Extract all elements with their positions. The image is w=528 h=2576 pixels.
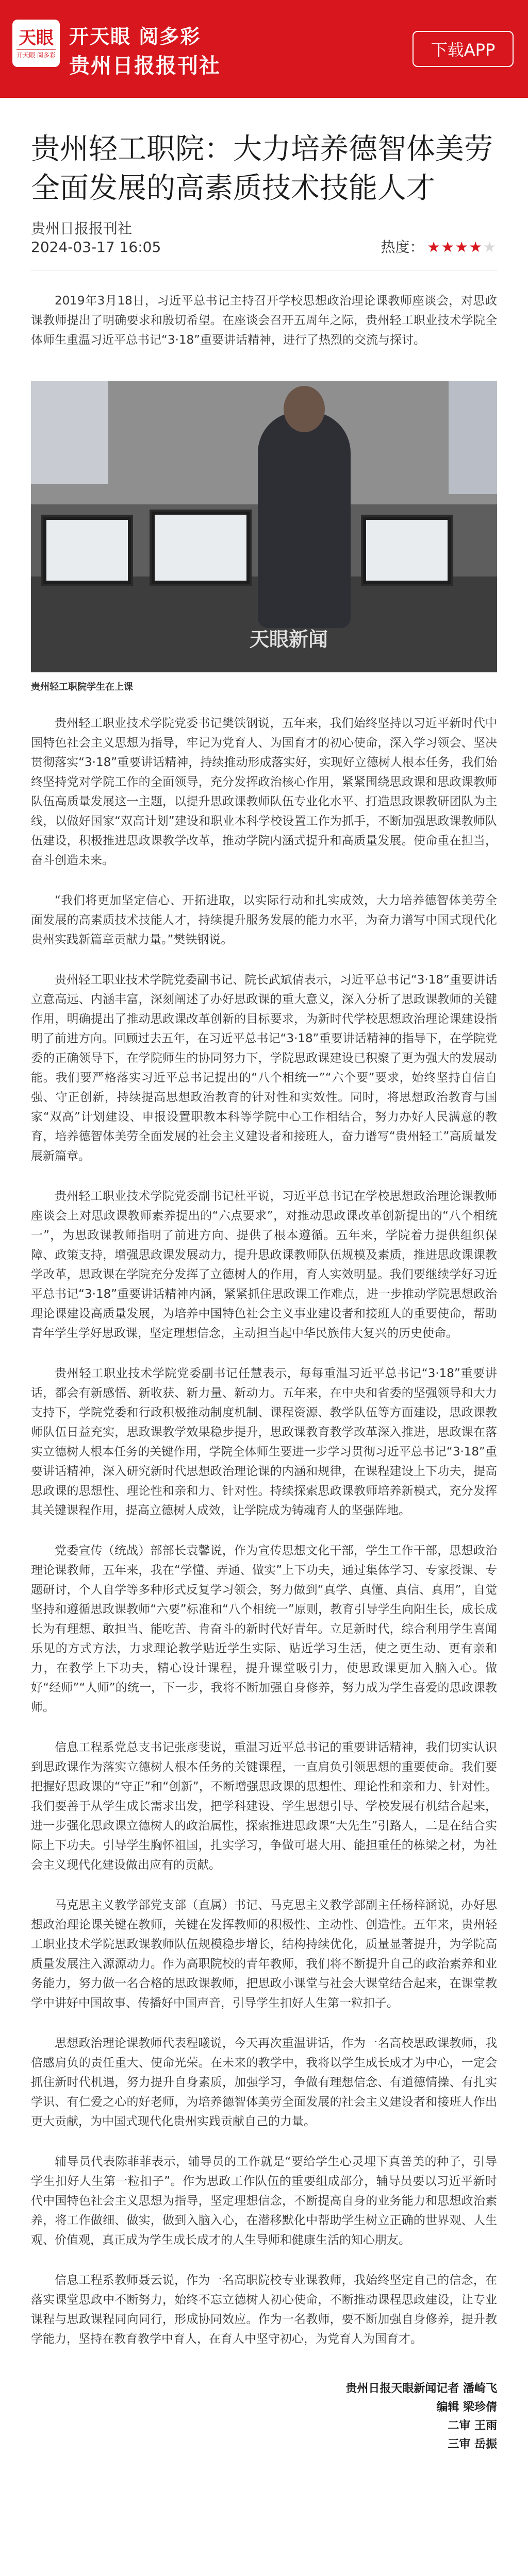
star-icon: ★ <box>441 239 455 256</box>
article-paragraph: 贵州轻工职业技术学院党委书记樊铁钢说，五年来，我们始终坚持以习近平新时代中国特色社会主义思想为指导，牢记为党育人、为国育才的初心使命，深入学习领会、坚决贯彻落实“3·18”重要讲话精神，持续推动形成落实好，实现好立德树人根本任务，我们始终坚持党对学院工作的全面领导，充分发挥政治核心作用，紧紧围绕思政课和思政课教师队伍高质量发展这一主题，以提升思政课教师队伍专业化水平、打造思政课教研团队为主线，以做好国家“双高计划”建设和职业本科学校设置工作为抓手，不断加强思政课教师队伍建设，积极推进思政课教学改革，推动学院内涵式提升和高质量发展。使命重在担当，奋斗创造未来。 <box>31 717 497 867</box>
article-meta <box>31 219 497 257</box>
hot-rating <box>381 238 497 257</box>
article-source: 贵州日报报刊社 <box>31 220 133 237</box>
article-body <box>31 714 497 2349</box>
hot-label: 热度： <box>381 239 424 256</box>
credit-line: 三审 岳振 <box>448 2438 497 2451</box>
star-icon: ★ <box>455 239 469 256</box>
article-paragraph: 辅导员代表陈菲菲表示，辅导员的工作就是“要给学生心灵埋下真善美的种子，引导学生扣好人生第一粒扣子”。作为思政工作队伍的重要组成部分，辅导员要以习近平新时代中国特色社会主义思想为指导，坚定理想信念，不断提高自身的业务能力和思想政治素养，将工作做细、做实，做到入脑入心，在潜移默化中帮助学生树立正确的世界观、人生观、价值观，真正成为学生成长成才的人生导师和健康生活的知心朋友。 <box>31 2155 497 2247</box>
teacher-figure <box>258 412 351 628</box>
monitor <box>41 515 133 586</box>
app-header <box>0 0 528 98</box>
star-icon: ★ <box>469 239 483 256</box>
logo-main-text: 天眼 <box>19 27 54 48</box>
download-app-button[interactable]: 下载APP <box>412 31 514 67</box>
app-name: 贵州日报报刊社 <box>69 54 221 78</box>
logo-sub-text: 开天眼 阅多彩 <box>16 49 56 59</box>
photo-watermark: 天眼新闻 <box>250 628 328 651</box>
slogan: 开天眼 阅多彩 <box>69 25 201 48</box>
app-logo <box>12 20 60 67</box>
rating-stars <box>427 238 497 257</box>
article-datetime: 2024-03-17 16:05 <box>31 239 161 256</box>
article-paragraph: 信息工程系教师聂云说，作为一名高职院校专业课教师，我始终坚定自己的信念，在落实课堂思政中不断努力，始终不忘立德树人初心使命，不断推动课程思政建设，让专业课程与思政课程同向同行，形成协同效应。作为一名教师，要不断加强自身修养，提升教学能力，坚持在教育教学中育人，在育人中坚守初心，为党育人为国育才。 <box>31 2274 497 2346</box>
monitor <box>150 510 252 586</box>
article-paragraph: 2019年3月18日，习近平总书记主持召开学校思想政治理论课教师座谈会，对思政课教师提出了明确要求和殷切希望。在座谈会召开五周年之际，贵州轻工职业技术学院全体师生重温习近平总书记“3·18”重要讲话精神，进行了热烈的交流与探讨。 <box>31 294 497 347</box>
article-paragraph: 贵州轻工职业技术学院党委副书记任慧表示，每每重温习近平总书记“3·18”重要讲话，都会有新感悟、新收获、新力量、新动力。五年来，在中央和省委的坚强领导和大力支持下，学院党委和行政积极推动制度机制、课程资源、教学队伍等方面建设，思政课教师队伍日益充实，思政课教学效果稳步提升，思政课教育教学改革深入推进，思政课在落实立德树人根本任务的关键作用，学院全体师生要进一步学习贯彻习近平总书记“3·18”重要讲话精神，深入研究新时代思想政治理论课的内涵和规律，在课程建设上下功夫，提高思政课的思想性、理论性和亲和力、针对性。持续探索思政课教师培养新模式，充分发挥其关键课程作用，提高立德树人成效，让学院成为铸魂育人的坚强阵地。 <box>31 1367 497 1517</box>
article-credits <box>31 2380 497 2454</box>
article-paragraph: “我们将更加坚定信心、开拓进取，以实际行动和扎实成效，大力培养德智体美劳全面发展的高素质技术技能人才，持续提升服务发展的能力水平，为奋力谱写中国式现代化贵州实践新篇章贡献力量。”樊铁钢说。 <box>31 894 497 946</box>
credit-line: 贵州日报天眼新闻记者 潘崎飞 <box>345 2382 497 2395</box>
article-paragraph: 信息工程系党总支书记张彦斐说，重温习近平总书记的重要讲话精神，我们切实认识到思政课作为落实立德树人根本任务的关键课程，一直肩负引领思想的重要使命。我们要把握好思政课的“守正”和“创新”，不断增强思政课的思想性、理论性和亲和力、针对性。我们要善于从学生成长需求出发，把学科建设、学生思想引导、学校发展有机结合起来，进一步强化思政课立德树人的政治属性，探索推进思政课“大先生”引路人，二是在结合实际上下功夫。引导学生胸怀祖国，扎实学习，争做可堪大用、能担重任的栋梁之材，为社会主义现代化建设做出应有的贡献。 <box>31 1741 497 1872</box>
article-paragraph: 党委宣传（统战）部部长袁馨说，作为宣传思想文化干部，学生工作干部，思想政治理论课教师，五年来，我在“学懂、弄通、做实”上下功夫，通过集体学习、专家授课、专题研讨，个人自学等多种形式反复学习领会，努力做到“真学、真懂、真信、真用”，自觉坚持和遵循思政课教师“六要”标准和“八个相统一”原则，教育引导学生向阳生长，成长成长为有理想、敢担当、能吃苦、肯奋斗的新时代好青年。立足新时代，综合利用学生喜闻乐见的方式方法，力求理论教学贴近学生实际、贴近学习生活，使之更生动、更有亲和力，在教学上下功夫，精心设计课程，提升课堂吸引力，使思政课更加入脑入心。做好“经师”“人师”的统一，下一步，我将不断加强自身修养，努力成为学生喜爱的思政课教师。 <box>31 1544 497 1714</box>
star-icon: ★ <box>427 239 441 256</box>
article-paragraph: 思想政治理论课教师代表程曦说，今天再次重温讲话，作为一名高校思政课教师，我倍感肩负的责任重大、使命光荣。在未来的教学中，我将以学生成长成才为中心，一定会抓住新时代机遇，努力提升自身素质，加强学习，争做有理想信念、有道德情操、有扎实学识、有仁爱之心的好老师，为培养德智体美劳全面发展的社会主义建设者和接班人作出更大贡献，为中国式现代化贵州实践贡献自己的力量。 <box>31 2037 497 2128</box>
article-photo <box>31 381 497 672</box>
article-body-intro <box>31 291 497 350</box>
article-paragraph: 马克思主义教学部党支部（直属）书记、马克思主义教学部副主任杨梓涵说，办好思想政治理论课关键在教师，关键在发挥教师的积极性、主动性、创造性。五年来，贵州轻工职业技术学院思政课教师队伍规模稳步增长，结构持续优化，质量显著提升，为学院高质量发展注入源源动力。作为高职院校的青年教师，我们将不断提升自己的政治素养和业务能力，努力做一名合格的思政课教师，把思政小课堂与社会大课堂结合起来，在课堂教学中讲好中国故事、传播好中国声音，引导学生扣好人生第一粒扣子。 <box>31 1899 497 2010</box>
article-paragraph: 贵州轻工职业技术学院党委副书记杜平说，习近平总书记在学校思想政治理论课教师座谈会上对思政课教师素养提出的“六点要求”，对推动思政课改革创新提出的“八个相统一”，为思政课教师指明了前进方向、提供了根本遵循。五年来，学院着力提供组织保障、政策支持，增强思政课发展动力，提升思政课教师队伍规模及素质，推进思政课课教学改革，思政课在学院充分发挥了立德树人的作用，育人实效明显。我们要继续学好习近平总书记“3·18”重要讲话精神内涵，紧紧抓住思政课工作难点，进一步推动学院思想政治理论课建设高质量发展，为培养中国特色社会主义事业建设者和接班人的重要使命，帮助青年学生学好思政课，坚定理想信念，主动担当起中华民族伟大复兴的历史使命。 <box>31 1190 497 1340</box>
article-title: 贵州轻工职院：大力培养德智体美劳全面发展的高素质技术技能人才 <box>31 132 493 205</box>
star-icon: ★ <box>483 239 497 256</box>
credit-line: 编辑 梁珍倩 <box>436 2401 497 2414</box>
credit-line: 二审 王雨 <box>448 2419 497 2432</box>
photo-caption: 贵州轻工职院学生在上课 <box>31 682 133 692</box>
article <box>0 130 528 2454</box>
monitor <box>361 515 453 586</box>
article-paragraph: 贵州轻工职业技术学院党委副书记、院长武斌倩表示，习近平总书记“3·18”重要讲话立意高远、内涵丰富，深刻阐述了办好思政课的重大意义，深入分析了思政课教师的关键作用，明确提出了推动思政课改革创新的目标要求，为新时代学校思想政治理论课建设指明了前进方向。回顾过去五年，在习近平总书记“3·18”重要讲话精神的指导下，在学院党委的正确领导下，在学院师生的协同努力下，学院思政课建设已积聚了更为强大的发展动能。我们要严格落实习近平总书记提出的“八个相统一”“六个要”要求，始终坚持自信自强、守正创新，持续提高思想政治教育的针对性和实效性。同时，将思想政治教育与国家“双高”计划建设、申报设置职教本科等学院中心工作相结合，努力办好人民满意的教育，培养德智体美劳全面发展的社会主义建设者和接班人，奋力谱写“贵州轻工”高质量发展新篇章。 <box>31 973 497 1163</box>
